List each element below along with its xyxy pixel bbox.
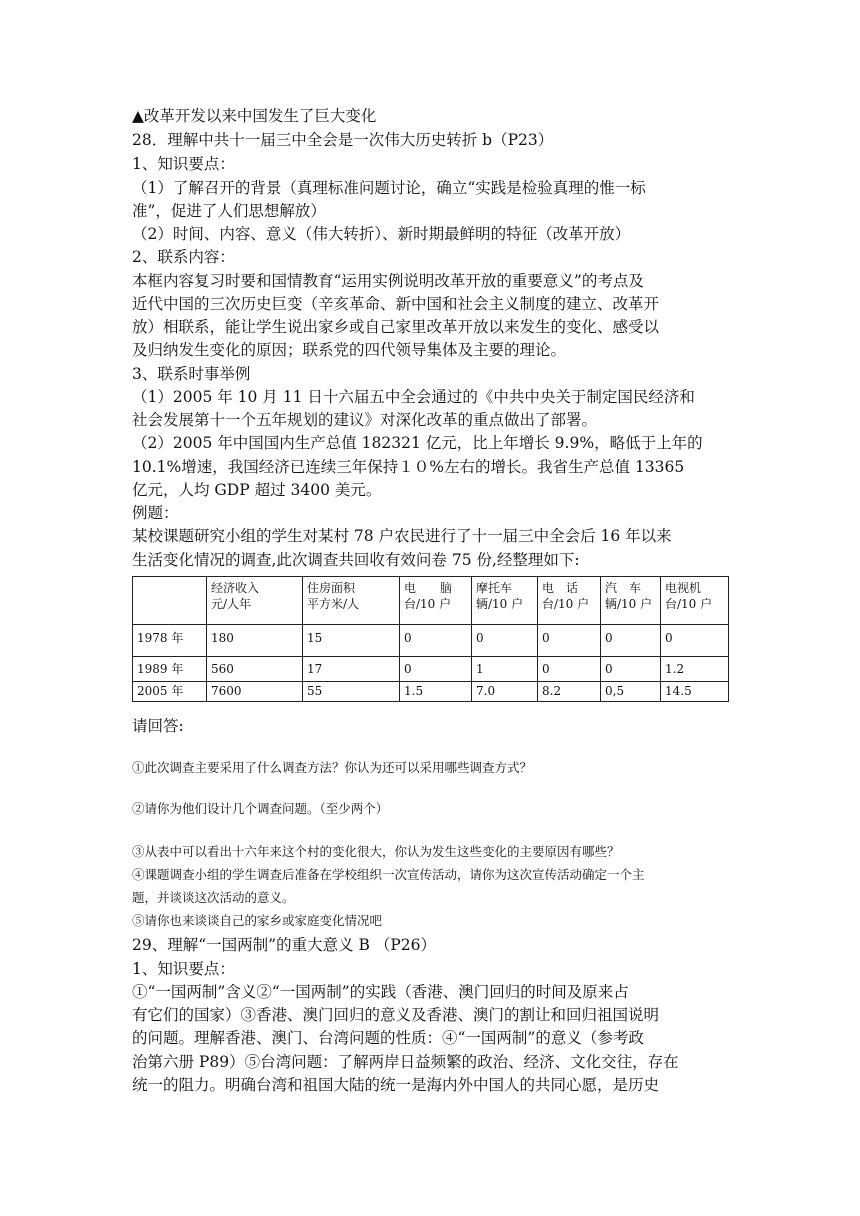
survey-table <box>132 576 729 702</box>
table-cell: 0 <box>400 657 472 682</box>
text-line: （2）时间、内容、意义（伟大转折）、新时期最鲜明的特征（改革开放） <box>132 225 631 243</box>
heading-reform-changes: ▲改革开发以来中国发生了巨大变化 <box>132 107 377 125</box>
question-5: ⑤请你也来谈谈自己的家乡或家庭变化情况吧 <box>132 913 383 928</box>
table-cell: 0 <box>472 625 538 657</box>
text-line: 治第六册 P89）⑤台湾问题：了解两岸日益频繁的政治、经济、文化交往，存在 <box>132 1053 679 1071</box>
table-cell: 0 <box>538 657 601 682</box>
question-3: ③从表中可以看出十六年来这个村的变化很大，你认为发生这些变化的主要原因有哪些？ <box>132 844 620 859</box>
table-cell: 0,5 <box>601 682 661 702</box>
text-line: 放）相联系，能让学生说出家乡或自己家里改革开放以来发生的变化、感受以 <box>132 318 660 336</box>
text-line: 的问题。理解香港、澳门、台湾问题的性质：④“一国两制”的意义（参考政 <box>132 1029 644 1047</box>
table-cell: 2005 年 <box>133 682 207 702</box>
text-line: 准”，促进了人们思想解放） <box>132 202 326 220</box>
text-line: ①“一国两制”含义②“一国两制”的实践（香港、澳门回归的时间及原来占 <box>132 983 629 1001</box>
table-cell: 55 <box>303 682 400 702</box>
text-line: 10.1%增速，我国经济已连续三年保持１０%左右的增长。我省生产总值 13365 <box>132 458 685 476</box>
question-2: ②请你为他们设计几个调查问题。（至少两个） <box>132 801 389 816</box>
section-29-title: 29、理解“一国两制”的重大意义 B （P26） <box>132 936 436 954</box>
header-cell <box>133 577 207 625</box>
table-cell: 0 <box>400 625 472 657</box>
table-cell: 7.0 <box>472 682 538 702</box>
knowledge-points-label: 1、知识要点： <box>132 155 235 173</box>
table-row <box>133 657 729 682</box>
table-cell: 560 <box>207 657 303 682</box>
text-line: 近代中国的三次历史巨变（辛亥革命、新中国和社会主义制度的建立、改革开 <box>132 295 660 313</box>
text-line: （1）2005 年 10 月 11 日十六届五中全会通过的《中共中央关于制定国民经济和 <box>132 388 695 406</box>
knowledge-points-label: 1、知识要点： <box>132 960 235 978</box>
table-header-row <box>133 577 729 625</box>
table-cell: 7600 <box>207 682 303 702</box>
table-cell: 1.2 <box>661 657 729 682</box>
text-line: 社会发展第十一个五年规划的建议》对深化改革的重点做出了部署。 <box>132 411 598 429</box>
text-line: 本框内容复习时要和国情教育“运用实例说明改革开放的重要意义”的考点及 <box>132 272 644 290</box>
table-cell: 1.5 <box>400 682 472 702</box>
header-cell: 电视机 台/10 户 <box>661 577 729 625</box>
text-line: 统一的阻力。明确台湾和祖国大陆的统一是海内外中国人的共同心愿，是历史 <box>132 1076 660 1094</box>
header-cell: 住房面积 平方米/人 <box>303 577 400 625</box>
header-cell: 电 脑 台/10 户 <box>400 577 472 625</box>
question-4-continued: 题，并谈谈这次活动的意义。 <box>132 890 295 905</box>
related-content-label: 2、联系内容： <box>132 248 235 266</box>
text-line: 某校课题研究小组的学生对某村 78 户农民进行了十一届三中全会后 16 年以来 <box>132 527 672 545</box>
table-cell: 8.2 <box>538 682 601 702</box>
question-4: ④课题调查小组的学生调查后准备在学校组织一次宣传活动，请你为这次宣传活动确定一个主 <box>132 867 645 882</box>
table-cell: 0 <box>601 657 661 682</box>
table-cell: 0 <box>661 625 729 657</box>
table-cell: 1989 年 <box>133 657 207 682</box>
header-cell: 摩托车 辆/10 户 <box>472 577 538 625</box>
table-cell: 1 <box>472 657 538 682</box>
header-cell: 经济收入 元/人年 <box>207 577 303 625</box>
header-cell: 汽 车 辆/10 户 <box>601 577 661 625</box>
table-row <box>133 682 729 702</box>
section-28-title: 28．理解中共十一届三中全会是一次伟大历史转折 b（P23） <box>132 131 554 149</box>
header-cell: 电 话 台/10 户 <box>538 577 601 625</box>
text-line: 有它们的国家）③香港、澳门回归的意义及香港、澳门的割让和回归祖国说明 <box>132 1006 660 1024</box>
table-cell: 1978 年 <box>133 625 207 657</box>
text-line: 及归纳发生变化的原因；联系党的四代领导集体及主要的理论。 <box>132 341 567 359</box>
current-events-label: 3、联系时事举例 <box>132 365 251 383</box>
text-line: （1）了解召开的背景（真理标准问题讨论，确立“实践是检验真理的惟一标 <box>132 179 646 197</box>
answer-prompt: 请回答: <box>132 717 184 735</box>
text-line: 生活变化情况的调查,此次调查共回收有效问卷 75 份,经整理如下: <box>132 551 580 569</box>
table-cell: 180 <box>207 625 303 657</box>
text-line: 亿元，人均 GDP 超过 3400 美元。 <box>132 481 382 499</box>
table-cell: 15 <box>303 625 400 657</box>
table-cell: 14.5 <box>661 682 729 702</box>
table-cell: 17 <box>303 657 400 682</box>
table-row <box>133 625 729 657</box>
table-cell: 0 <box>538 625 601 657</box>
example-label: 例题： <box>132 504 179 522</box>
question-1: ①此次调查主要采用了什么调查方法？你认为还可以采用哪些调查方式？ <box>132 760 533 775</box>
text-line: （2）2005 年中国国内生产总值 182321 亿元，比上年增长 9.9%，略低于上年的 <box>132 434 703 452</box>
table-cell: 0 <box>601 625 661 657</box>
